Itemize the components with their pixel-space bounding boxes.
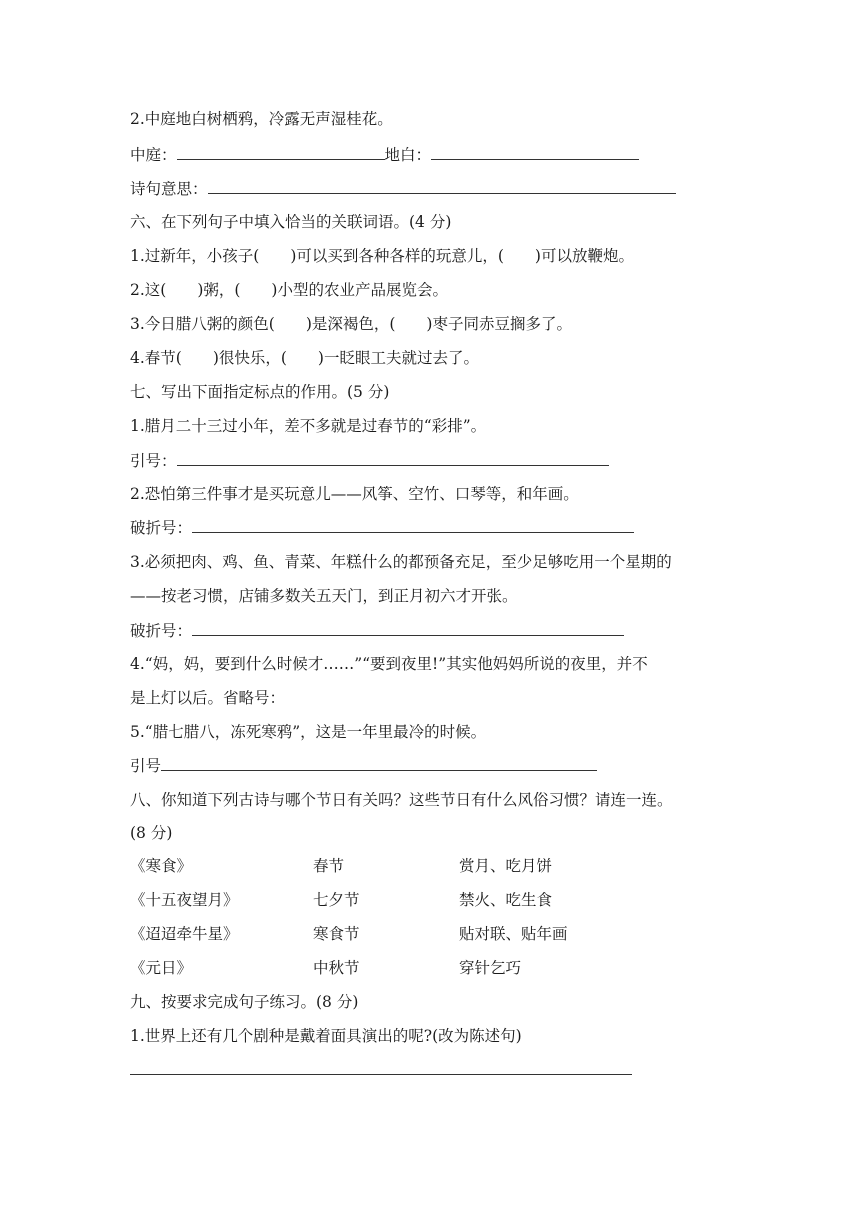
q3-answer-blank[interactable] [192,621,624,636]
dibai-blank[interactable] [431,145,639,160]
quote-label-2: 引号 [130,757,162,775]
quote-label: 引号： [130,452,177,470]
poem-item[interactable]: 《十五夜望月》 [130,891,239,909]
q2-answer-blank[interactable] [192,518,634,533]
s9-title: 九、按要求完成句子练习。(8 分) [130,993,359,1011]
s7-question-3-line-1: 3.必须把肉、鸡、鱼、青菜、年糕什么的都预备充足，至少足够吃用一个星期的 [130,553,672,571]
s7-q5-answer [130,755,597,777]
festival-item[interactable]: 七夕节 [313,891,360,909]
s8-title-line-2: (8 分) [130,824,173,842]
s9-q1-answer-line[interactable] [130,1074,632,1075]
s7-question-1: 1.腊月二十三过小年，差不多就是过春节的“彩排”。 [130,417,487,435]
s8-title-line-1: 八、你知道下列古诗与哪个节日有关吗？这些节日有什么风俗习惯？请连一连。 [130,791,673,809]
poem-item[interactable]: 《元日》 [130,959,193,977]
s7-q2-answer [130,517,634,539]
s6-item-2[interactable]: 2.这( )粥，( )小型的农业产品展览会。 [130,281,448,299]
s6-item-1[interactable]: 1.过新年，小孩子( )可以买到各种各样的玩意儿，( )可以放鞭炮。 [130,247,634,265]
s9-question-1: 1.世界上还有几个剧种是戴着面具演出的呢?(改为陈述句) [130,1027,522,1045]
dibai-label: 地白： [384,146,432,164]
s7-question-4-line-2: 是上灯以后。省略号： [130,689,286,707]
s7-q1-answer [130,450,609,472]
festival-item[interactable]: 春节 [313,857,345,875]
s7-title: 七、写出下面指定标点的作用。(5 分) [130,383,390,401]
zhongting-label: 中庭： [130,146,177,164]
s6-item-3[interactable]: 3.今日腊八粥的颜色( )是深褐色，( )枣子同赤豆搁多了。 [130,315,572,333]
custom-item[interactable]: 赏月、吃月饼 [459,857,553,875]
s7-question-5: 5.“腊七腊八，冻死寒鸦”，这是一年里最冷的时候。 [130,723,487,741]
festival-item[interactable]: 寒食节 [313,925,360,943]
dash-label: 破折号： [130,519,193,537]
meaning-blank[interactable] [208,179,676,194]
q1-answer-blank[interactable] [177,451,609,466]
s7-q3-answer [130,620,624,642]
s7-question-2: 2.恐怕第三件事才是买玩意儿——风筝、空竹、口琴等，和年画。 [130,485,579,503]
s5-q2-meaning [130,178,676,200]
custom-item[interactable]: 禁火、吃生食 [459,891,553,909]
meaning-label: 诗句意思： [130,180,208,198]
s6-item-4[interactable]: 4.春节( )很快乐，( )一眨眼工夫就过去了。 [130,349,479,367]
custom-item[interactable]: 贴对联、贴年画 [459,925,568,943]
poem-item[interactable]: 《迢迢牵牛星》 [130,925,239,943]
festival-item[interactable]: 中秋节 [313,959,360,977]
s7-question-4-line-1: 4.“妈，妈，要到什么时候才……”“要到夜里!”其实他妈妈所说的夜里，并不 [130,655,648,673]
q5-answer-blank[interactable] [161,756,597,771]
dash-label-2: 破折号： [130,622,193,640]
s7-question-3-line-2: ——按老习惯，店铺多数关五天门，到正月初六才开张。 [130,587,518,605]
poem-item[interactable]: 《寒食》 [130,857,193,875]
s5-question-2: 2.中庭地白树栖鸦，冷露无声湿桂花。 [130,110,393,128]
custom-item[interactable]: 穿针乞巧 [459,959,522,977]
zhongting-blank[interactable] [177,145,385,160]
s6-title: 六、在下列句子中填入恰当的关联词语。(4 分) [130,213,452,231]
s5-q2-answers [130,144,639,166]
